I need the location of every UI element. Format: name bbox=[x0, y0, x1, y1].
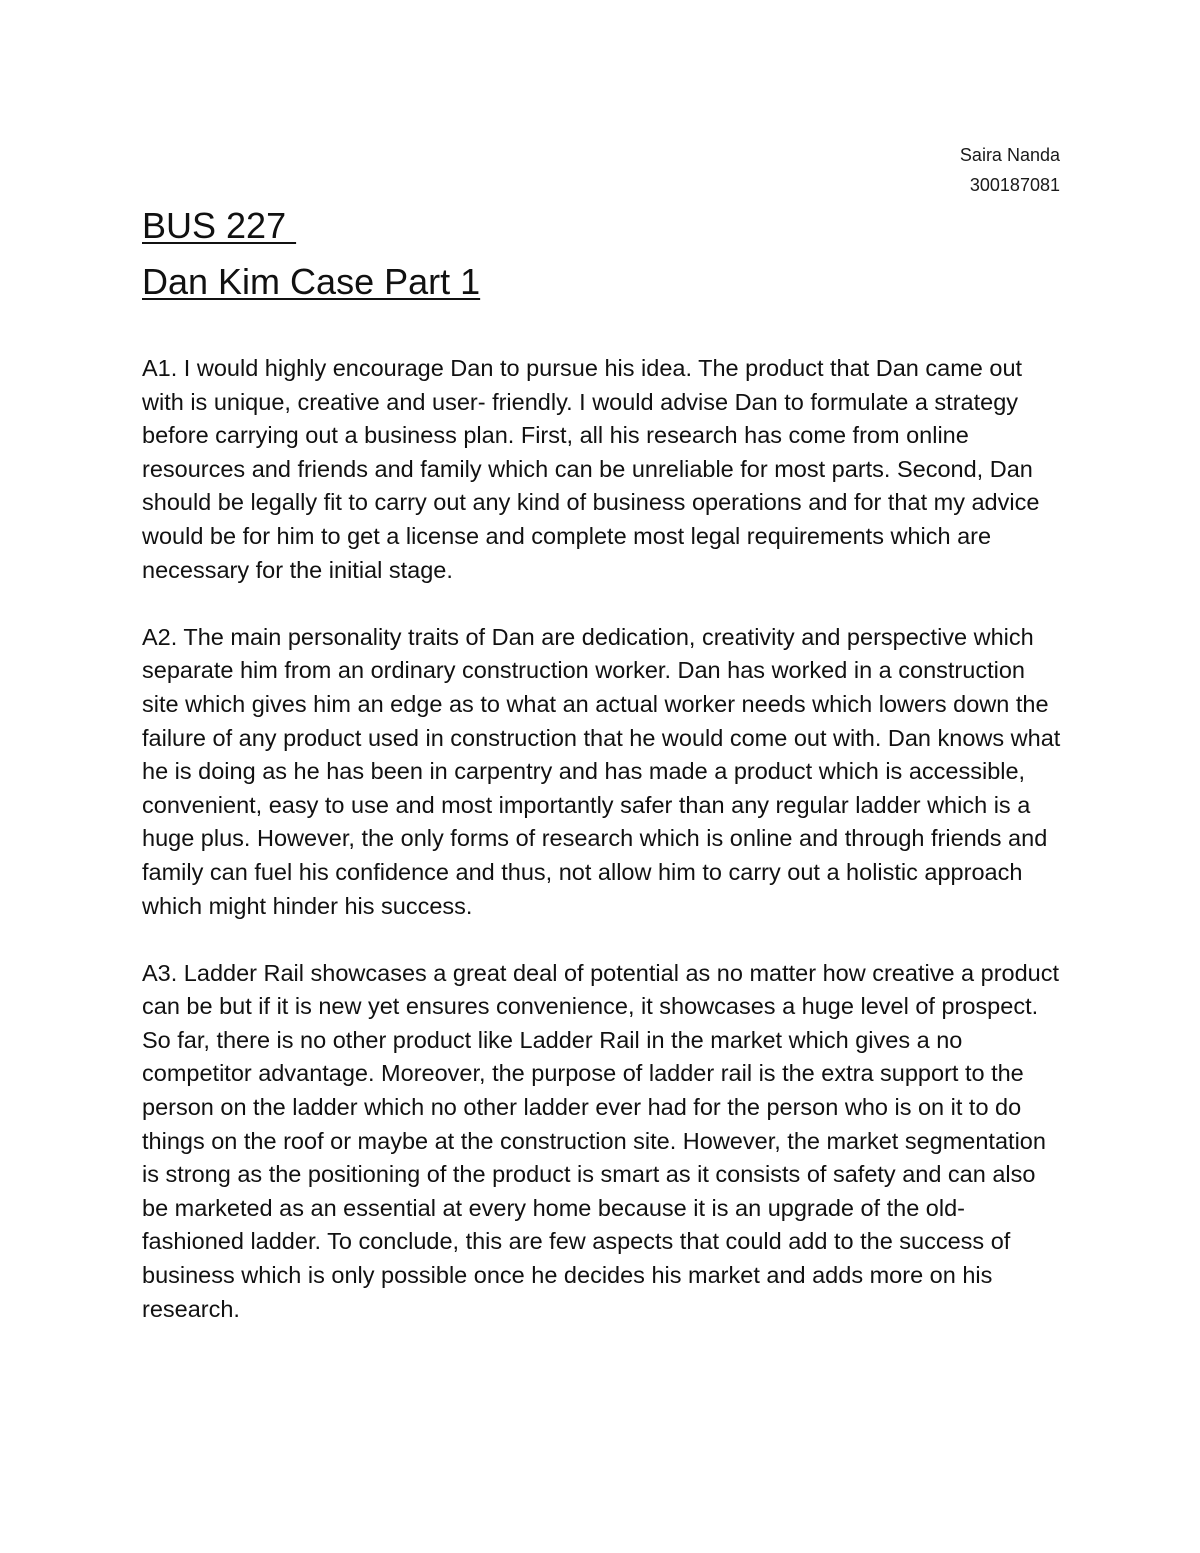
title-block bbox=[142, 198, 842, 310]
answer-a1: A1. I would highly encourage Dan to pursue his idea. The product that Dan came out with is unique, creative and user- friendly. I would advise Dan to formulate a strategy before carrying out a business plan. First, all his research has come from online resources and friends and family which can be unreliable for most parts. Second, Dan should be legally fit to carry out any kind of business operations and for that my advice would be for him to get a license and complete most legal requirements which are necessary for the initial stage. bbox=[142, 355, 1040, 583]
case-title: Dan Kim Case Part 1 bbox=[142, 261, 481, 302]
student-id: 300187081 bbox=[969, 175, 1060, 195]
author-block bbox=[960, 140, 1060, 200]
document-body bbox=[142, 352, 1062, 1360]
course-title: BUS 227 bbox=[142, 205, 297, 246]
answer-a3: A3. Ladder Rail showcases a great deal of potential as no matter how creative a product can be but if it is new yet ensures convenience, it showcases a huge level of prospect. So far, there is no other product like Ladder Rail in the market which gives a no competitor advantage. Moreover, the purpose of ladder rail is the extra support to the person on the ladder which no other ladder ever had for the person who is on it to do things on the roof or maybe at the construction site. However, the market segmentation is strong as the positioning of the product is smart as it consists of safety and can also be marketed as an essential at every home because it is an upgrade of the old-fashioned ladder. To conclude, this are few aspects that could add to the success of business which is only possible once he decides his market and adds more on his research. bbox=[142, 959, 1060, 1322]
answer-a2: A2. The main personality traits of Dan are dedication, creativity and perspective which separate him from an ordinary construction worker. Dan has worked in a construction site which gives him an edge as to what an actual worker needs which lowers down the failure of any product used in construction that he would come out with. Dan knows what he is doing as he has been in carpentry and has made a product which is accessible, convenient, easy to use and most importantly safer than any regular ladder which is a huge plus. However, the only forms of research which is online and through friends and family can fuel his confidence and thus, not allow him to carry out a holistic approach which might hinder his success. bbox=[142, 623, 1061, 919]
author-name: Saira Nanda bbox=[959, 145, 1060, 165]
